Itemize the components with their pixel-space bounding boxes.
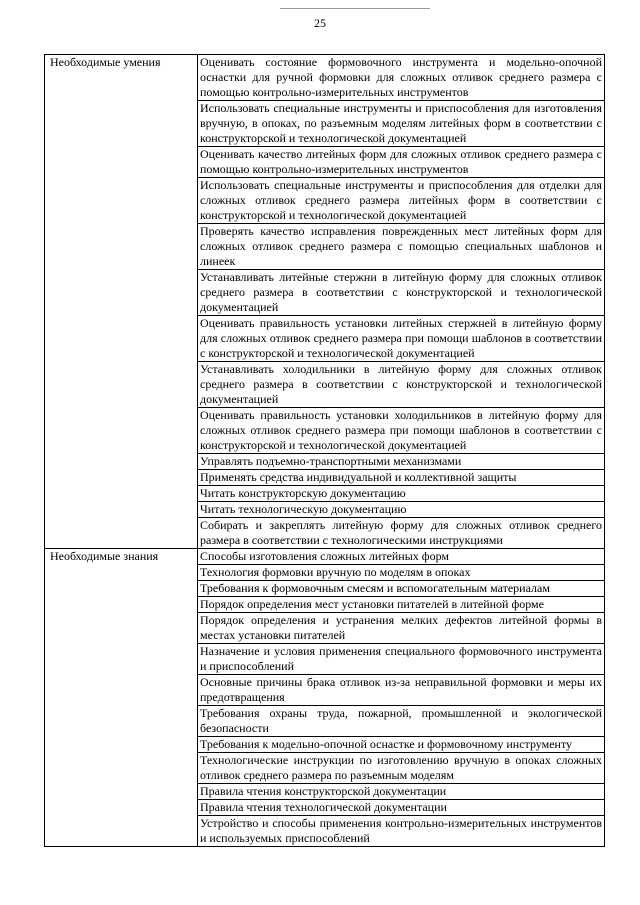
requirement-item: Порядок определения мест установки питателей в литейной форме: [198, 597, 605, 613]
requirement-item: Оценивать качество литейных форм для сложных отливок среднего размера с помощью контрольно-измерительных инструментов: [198, 147, 605, 178]
requirement-item: Правила чтения конструкторской документации: [198, 784, 605, 800]
requirement-item: Читать технологическую документацию: [198, 502, 605, 518]
requirement-item: Устройство и способы применения контрольно-измерительных инструментов и используемых приспособлений: [198, 816, 605, 847]
requirement-item: Технология формовки вручную по моделям в опоках: [198, 565, 605, 581]
top-rule: [280, 8, 430, 9]
requirement-item: Оценивать правильность установки литейных стержней в литейную форму для сложных отливок среднего размера при помощи шаблонов в соответствии с конструкторской и технологической документацией: [198, 316, 605, 362]
requirement-item: Использовать специальные инструменты и приспособления для отделки для сложных отливок среднего размера литейных форм в соответствии с конструкторской и технологической документацией: [198, 178, 605, 224]
requirement-item: Требования охраны труда, пожарной, промышленной и экологической безопасности: [198, 706, 605, 737]
requirement-item: Управлять подъемно-транспортными механизмами: [198, 454, 605, 470]
requirement-item: Устанавливать литейные стержни в литейную форму для сложных отливок среднего размера в соответствии с конструкторской и технологической документацией: [198, 270, 605, 316]
requirement-item: Собирать и закреплять литейную форму для сложных отливок среднего размера в соответствии с технологическими инструкциями: [198, 518, 605, 549]
requirement-item: Читать конструкторскую документацию: [198, 486, 605, 502]
requirement-item: Технологические инструкции по изготовлению вручную в опоках сложных отливок среднего размера по разъемным моделям: [198, 753, 605, 784]
requirement-item: Основные причины брака отливок из-за неправильной формовки и меры их предотвращения: [198, 675, 605, 706]
requirement-item: Оценивать состояние формовочного инструмента и модельно-опочной оснастки для ручной формовки для сложных отливок среднего размера с помощью контрольно-измерительных инструментов: [198, 55, 605, 101]
requirements-table-body: [45, 55, 605, 847]
table-row: [45, 549, 605, 565]
requirement-item: Правила чтения технологической документации: [198, 800, 605, 816]
requirement-item: Порядок определения и устранения мелких дефектов литейной формы в местах установки питателей: [198, 613, 605, 644]
section-title: Необходимые умения: [45, 55, 198, 549]
requirement-item: Требования к формовочным смесям и вспомогательным материалам: [198, 581, 605, 597]
requirement-item: Применять средства индивидуальной и коллективной защиты: [198, 470, 605, 486]
table-row: [45, 55, 605, 101]
requirement-item: Способы изготовления сложных литейных форм: [198, 549, 605, 565]
requirement-item: Использовать специальные инструменты и приспособления для изготовления вручную, в опоках, по разъемным моделям литейных форм в соответствии с конструкторской и технологической документацией: [198, 101, 605, 147]
requirement-item: Требования к модельно-опочной оснастке и формовочному инструменту: [198, 737, 605, 753]
requirements-table: [44, 54, 605, 847]
requirement-item: Назначение и условия применения специального формовочного инструмента и приспособлений: [198, 644, 605, 675]
requirement-item: Устанавливать холодильники в литейную форму для сложных отливок среднего размера в соответствии с конструкторской и технологической документацией: [198, 362, 605, 408]
requirement-item: Проверять качество исправления поврежденных мест литейных форм для сложных отливок среднего размера с помощью специальных шаблонов и линеек: [198, 224, 605, 270]
section-title: Необходимые знания: [45, 549, 198, 847]
page-number: 25: [314, 16, 326, 30]
requirement-item: Оценивать правильность установки холодильников в литейную форму для сложных отливок среднего размера при помощи шаблонов в соответствии с конструкторской и технологической документацией: [198, 408, 605, 454]
